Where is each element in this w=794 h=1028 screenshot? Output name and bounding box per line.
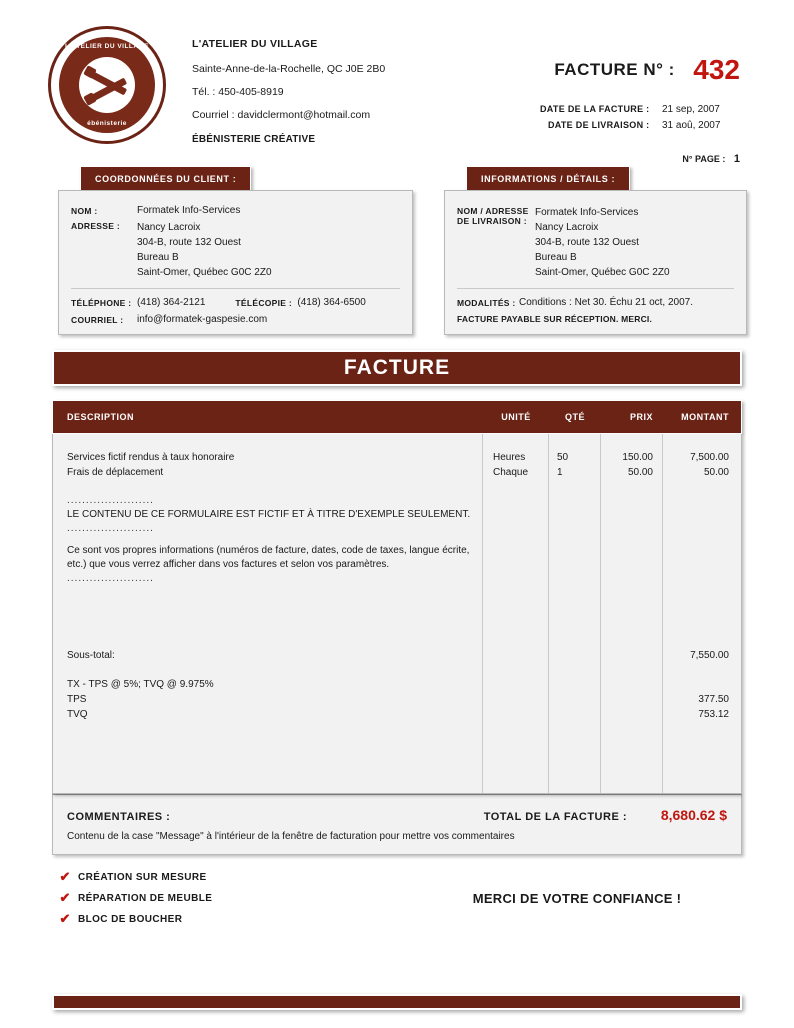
client-box-tab: COORDONNÉES DU CLIENT :	[80, 166, 251, 192]
table-row	[53, 465, 741, 480]
thank-you-message: MERCI DE VOTRE CONFIANCE !	[472, 891, 682, 906]
client-email-row	[71, 314, 400, 325]
terms-label: MODALITÉS :	[457, 298, 516, 308]
company-logo	[48, 26, 166, 144]
table-header-row	[52, 400, 742, 434]
logo-top-text: L'ATELIER DU VILLAGE	[64, 43, 149, 50]
delivery-date-row	[540, 120, 740, 131]
client-name-label: NOM :	[71, 206, 98, 216]
shipping-address-line: Nancy Lacroix	[535, 222, 599, 233]
notes-dots: .......................	[67, 573, 154, 584]
invoice-date-row	[540, 104, 740, 115]
client-fax-value: (418) 364-6500	[297, 297, 366, 308]
client-email-label: COURRIEL :	[71, 315, 124, 325]
item-qty: 1	[557, 467, 563, 478]
shipping-address-row	[457, 205, 734, 280]
item-unit: Heures	[493, 452, 526, 463]
column-header-description: DESCRIPTION	[67, 412, 135, 422]
invoice-total-value: 8,680.62 $	[660, 807, 727, 823]
client-address-line: Saint-Omer, Québec G0C 2Z0	[137, 267, 272, 278]
client-address-row	[71, 220, 400, 280]
item-description: Services fictif rendus à taux honoraire	[67, 452, 235, 463]
logo-center	[79, 57, 135, 113]
item-price: 150.00	[622, 452, 653, 463]
notes-line-1: LE CONTENU DE CE FORMULAIRE EST FICTIF ET À TITRE D'EXEMPLE SEULEMENT.	[67, 509, 471, 520]
client-name-value: Formatek Info-Services	[137, 205, 241, 216]
client-address-value	[137, 220, 400, 280]
shipping-address-value	[535, 205, 734, 280]
list-item	[52, 869, 412, 885]
invoice-date-label: DATE DE LA FACTURE :	[539, 104, 650, 114]
company-email: Courriel : davidclermont@hotmail.com	[192, 109, 371, 121]
comments-text: Contenu de la case "Message" à l'intérieur de la fenêtre de facturation pour mettre vos commentaires	[67, 831, 515, 842]
list-item	[52, 911, 412, 927]
item-unit: Chaque	[493, 467, 529, 478]
services-list	[52, 869, 412, 932]
footer-bar	[52, 994, 742, 1010]
shipping-address-line: 304-B, route 132 Ouest	[535, 237, 639, 248]
company-phone: Tél. : 450-405-8919	[192, 86, 284, 98]
item-qty: 50	[557, 452, 569, 463]
service-label: BLOC DE BOUCHER	[78, 913, 183, 925]
service-label: CRÉATION SUR MESURE	[78, 871, 207, 883]
shipping-address-line: Formatek Info-Services	[535, 207, 639, 218]
client-box	[58, 190, 413, 335]
client-phone-label: TÉLÉPHONE :	[71, 298, 132, 308]
invoice-number: 432	[693, 54, 740, 85]
shipping-address-label-line: NOM / ADRESSE	[457, 206, 529, 216]
table-row	[53, 450, 741, 465]
delivery-date-label: DATE DE LIVRAISON :	[547, 120, 650, 130]
tax-header-row	[53, 677, 741, 692]
client-email-value: info@formatek-gaspesie.com	[137, 314, 268, 325]
column-header-qty: QTÉ	[564, 412, 585, 422]
tax-label: TVQ	[67, 709, 88, 720]
comments-title: COMMENTAIRES :	[67, 811, 171, 823]
notes-line-2: Ce sont vos propres informations (numéros de facture, dates, code de taxes, langue écrite, etc.) que vous verrez afficher dans vos factures et selon vos paramètres.	[67, 545, 470, 570]
list-item	[52, 890, 412, 906]
invoice-total-label: TOTAL DE LA FACTURE :	[483, 811, 627, 823]
client-name-row	[71, 205, 400, 216]
client-address-line: 304-B, route 132 Ouest	[137, 237, 241, 248]
logo-bottom-text: ébénisterie	[87, 120, 127, 127]
address-panels	[52, 166, 742, 346]
shipping-address-label	[457, 205, 535, 280]
tax-header: TX - TPS @ 5%; TVQ @ 9.975%	[67, 679, 214, 690]
page-number-label: N° PAGE :	[682, 154, 726, 164]
header	[0, 0, 794, 165]
facture-banner: FACTURE	[52, 350, 742, 386]
service-label: RÉPARATION DE MEUBLE	[78, 892, 213, 904]
terms-value: Conditions : Net 30. Échu 21 oct, 2007.	[519, 297, 693, 308]
client-address-line: Bureau B	[137, 252, 179, 263]
company-block	[192, 38, 492, 145]
subtotal-label: Sous-total:	[67, 650, 115, 661]
company-address: Sainte-Anne-de-la-Rochelle, QC J0E 2B0	[192, 63, 386, 75]
check-icon: ✔	[59, 911, 71, 926]
tax-header-amount	[663, 677, 741, 692]
terms-row	[457, 297, 734, 308]
shipping-address-line: Saint-Omer, Québec G0C 2Z0	[535, 267, 670, 278]
subtotal-value: 7,550.00	[690, 650, 729, 661]
invoice-header	[540, 54, 740, 165]
client-address-line: Nancy Lacroix	[137, 222, 201, 233]
check-icon: ✔	[59, 869, 71, 884]
delivery-date-value: 31 aoû, 2007	[662, 120, 721, 131]
shipping-address-label-line: DE LIVRAISON :	[457, 216, 527, 226]
table-body	[52, 434, 742, 794]
divider	[71, 288, 400, 289]
line-items-table	[52, 400, 742, 794]
tax-row	[53, 707, 741, 722]
footer	[52, 869, 742, 932]
company-name: L'ATELIER DU VILLAGE	[192, 38, 318, 50]
column-header-price: PRIX	[629, 412, 653, 422]
page-number	[540, 153, 740, 165]
invoice-date-value: 21 sep, 2007	[662, 104, 720, 115]
page-number-value: 1	[733, 153, 740, 165]
client-phone-row	[71, 297, 400, 308]
comments-panel	[52, 794, 742, 855]
tax-value: 753.12	[698, 709, 729, 720]
tax-label: TPS	[67, 694, 87, 705]
tax-row	[53, 692, 741, 707]
divider	[457, 288, 734, 289]
item-amount: 50.00	[703, 467, 729, 478]
item-amount: 7,500.00	[690, 452, 729, 463]
invoice-dates	[540, 104, 740, 131]
info-box-tab: INFORMATIONS / DÉTAILS :	[466, 166, 630, 192]
check-icon: ✔	[59, 890, 71, 905]
column-header-unit: UNITÉ	[501, 412, 531, 422]
tax-value: 377.50	[698, 694, 729, 705]
subtotal-row	[53, 648, 741, 663]
client-address-label: ADRESSE :	[71, 221, 120, 231]
client-fax-label: TÉLÉCOPIE :	[235, 298, 293, 308]
item-description: Frais de déplacement	[67, 467, 164, 478]
item-price: 50.00	[627, 467, 653, 478]
info-box	[444, 190, 747, 335]
notes-dots: .......................	[67, 523, 154, 534]
crossed-tools-icon	[85, 65, 129, 105]
payment-note: FACTURE PAYABLE SUR RÉCEPTION. MERCI.	[457, 314, 653, 324]
invoice-title: FACTURE N° :	[554, 60, 675, 79]
notes-dots: .......................	[67, 495, 154, 506]
column-header-amount: MONTANT	[681, 412, 729, 422]
company-slogan: ÉBÉNISTERIE CRÉATIVE	[192, 134, 316, 145]
client-phone-value: (418) 364-2121	[137, 297, 206, 308]
shipping-address-line: Bureau B	[535, 252, 577, 263]
